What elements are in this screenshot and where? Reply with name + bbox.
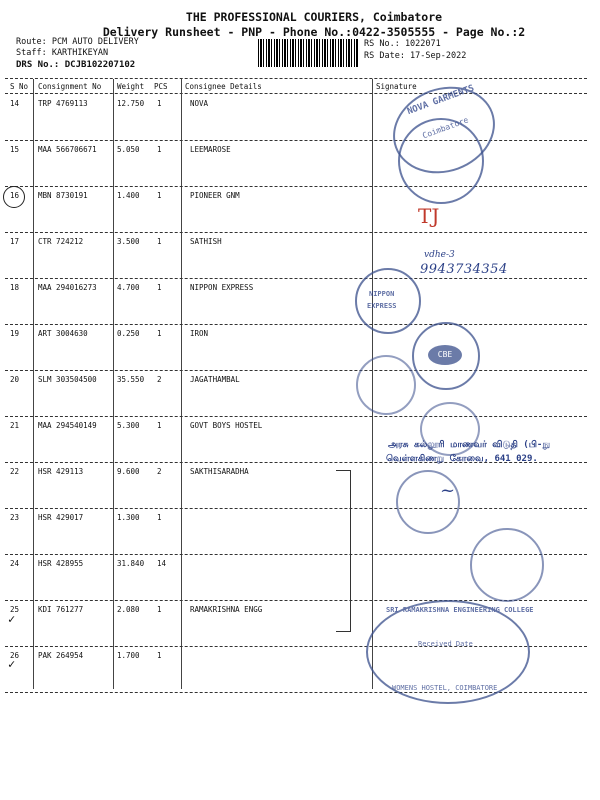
row-rule [5, 232, 587, 233]
row-consignment: MAA 566706671 [38, 145, 97, 154]
row-weight: 35.550 [117, 375, 145, 384]
row-consignee: LEEMAROSE [190, 145, 231, 154]
stamp-text: EXPRESS [367, 302, 397, 310]
row-weight: 0.250 [117, 329, 140, 338]
row-consignment: KDI 761277 [38, 605, 84, 614]
row-pcs: 2 [157, 375, 162, 384]
row-rule [5, 416, 587, 417]
col-consignee: Consignee Details [185, 82, 262, 91]
col-divider [113, 79, 114, 689]
row-consignee: SAKTHISARADHA [190, 467, 249, 476]
nippon-express-stamp [355, 268, 421, 334]
signature-scribble: ~ [440, 480, 456, 501]
row-pcs: 1 [157, 237, 162, 246]
row-sno: 17 [10, 237, 20, 246]
row-rule [5, 370, 587, 371]
drs-number: DRS No.: DCJB102207102 [16, 60, 136, 70]
col-weight: Weight [117, 82, 145, 91]
row-consignment: MAA 294016273 [38, 283, 97, 292]
stamp-text: Received Date [418, 640, 473, 648]
row-pcs: 1 [157, 513, 162, 522]
row-pcs: 14 [157, 559, 167, 568]
row-sno: 14 [10, 99, 20, 108]
row-consignment: TRP 4769113 [38, 99, 88, 108]
row-weight: 31.840 [117, 559, 145, 568]
row-sno: 20 [10, 375, 20, 384]
jagathambal-stamp [356, 355, 416, 415]
row-pcs: 1 [157, 99, 162, 108]
row-consignment: HSR 429113 [38, 467, 84, 476]
row-pcs: 1 [157, 145, 162, 154]
row-weight: 1.400 [117, 191, 140, 200]
row-weight: 4.700 [117, 283, 140, 292]
row-sno: 18 [10, 283, 20, 292]
row-weight: 5.300 [117, 421, 140, 430]
row-sno: 15 [10, 145, 20, 154]
tamil-stamp-line1: அரசு கல்லூரி மாணவர் விடுதி (பி-நு [388, 440, 551, 450]
row-sno: 16 [10, 191, 20, 200]
ramakrishna-college-stamp [366, 600, 534, 704]
row-consignment: PAK 264954 [38, 651, 84, 660]
row-weight: 1.700 [117, 651, 140, 660]
row-consignment: MBN 8730191 [38, 191, 88, 200]
row-consignee: NIPPON EXPRESS [190, 283, 254, 292]
staff-label: Staff: KARTHIKEYAN [16, 48, 109, 58]
initials-handwritten: TJ [418, 204, 440, 228]
row-consignee: GOVT BOYS HOSTEL [190, 421, 263, 430]
company-title: THE PROFESSIONAL COURIERS, Coimbatore [185, 10, 443, 24]
stamp-text: Coimbatore [421, 115, 470, 141]
col-pcs: PCS [154, 82, 168, 91]
row-pcs: 1 [157, 651, 162, 660]
row-weight: 1.300 [117, 513, 140, 522]
row-weight: 2.080 [117, 605, 140, 614]
rs-date: RS Date: 17-Sep-2022 [364, 51, 467, 61]
phone-note-handwritten: 9943734354 [420, 262, 508, 277]
row-weight: 12.750 [117, 99, 145, 108]
row-sno: 21 [10, 421, 20, 430]
row16-circle-mark [3, 186, 25, 208]
row-rule [5, 324, 587, 325]
row-consignee: PIONEER GNM [190, 191, 240, 200]
col-signature: Signature [376, 82, 417, 91]
row-rule [5, 140, 587, 141]
row-sno: 23 [10, 513, 20, 522]
col-sno: S No [10, 82, 29, 91]
row-pcs: 2 [157, 467, 162, 476]
stamp-text: WOMENS HOSTEL, COIMBATORE [392, 684, 498, 692]
cbe-stamp [412, 322, 480, 390]
row-sno: 24 [10, 559, 20, 568]
row-consignment: CTR 724212 [38, 237, 84, 246]
bracket-mark [336, 470, 351, 632]
runsheet-title: Delivery Runsheet - PNP - Phone No.:0422-3505555 - Page No.:2 [102, 25, 526, 39]
barcode [258, 39, 358, 67]
col-consignment: Consignment No [38, 82, 102, 91]
tick-mark: ✓ [8, 612, 16, 626]
row-consignment: SLM 303504500 [38, 375, 97, 384]
row-consignment: ART 3004630 [38, 329, 88, 338]
row-consignee: SATHISH [190, 237, 222, 246]
note-prefix: vdhe-3 [424, 250, 455, 260]
row-rule [5, 186, 587, 187]
row-weight: 9.600 [117, 467, 140, 476]
row-consignee: IRON [190, 329, 209, 338]
col-divider [33, 79, 34, 689]
header-bottom-rule [5, 93, 587, 94]
row-pcs: 1 [157, 421, 162, 430]
sakthi-saradha-stamp [470, 528, 544, 602]
row-rule [5, 278, 587, 279]
row-sno: 26 [10, 651, 20, 660]
row-consignee: NOVA [190, 99, 209, 108]
row-consignment: HSR 428955 [38, 559, 84, 568]
stamp-text: SRI RAMAKRISHNA ENGINEERING COLLEGE [386, 606, 534, 614]
row-consignee: JAGATHAMBAL [190, 375, 240, 384]
row-rule [5, 508, 587, 509]
row-pcs: 1 [157, 191, 162, 200]
row-pcs: 1 [157, 605, 162, 614]
rs-number: RS No.: 1022071 [364, 39, 441, 49]
row-consignee: RAMAKRISHNA ENGG [190, 605, 263, 614]
row-sno: 22 [10, 467, 20, 476]
row-weight: 5.050 [117, 145, 140, 154]
stamp-text: CBE [428, 345, 462, 365]
row-sno: 25 [10, 605, 20, 614]
row-weight: 3.500 [117, 237, 140, 246]
row-consignment: HSR 429017 [38, 513, 84, 522]
row-sno: 19 [10, 329, 20, 338]
medical-college-stamp [398, 118, 484, 204]
route-label: Route: PCM AUTO DELIVERY [16, 37, 139, 47]
header-top-rule [5, 78, 587, 79]
row-pcs: 1 [157, 283, 162, 292]
stamp-text: NIPPON [369, 290, 395, 298]
row-consignment: MAA 294540149 [38, 421, 97, 430]
stamp-text: NOVA GARMENTS [406, 83, 476, 118]
row-pcs: 1 [157, 329, 162, 338]
col-divider [181, 79, 182, 689]
tick-mark: ✓ [8, 657, 16, 671]
tamil-stamp-line2: வெள்ளகிணறு கோவை, 641 029. [386, 454, 538, 464]
